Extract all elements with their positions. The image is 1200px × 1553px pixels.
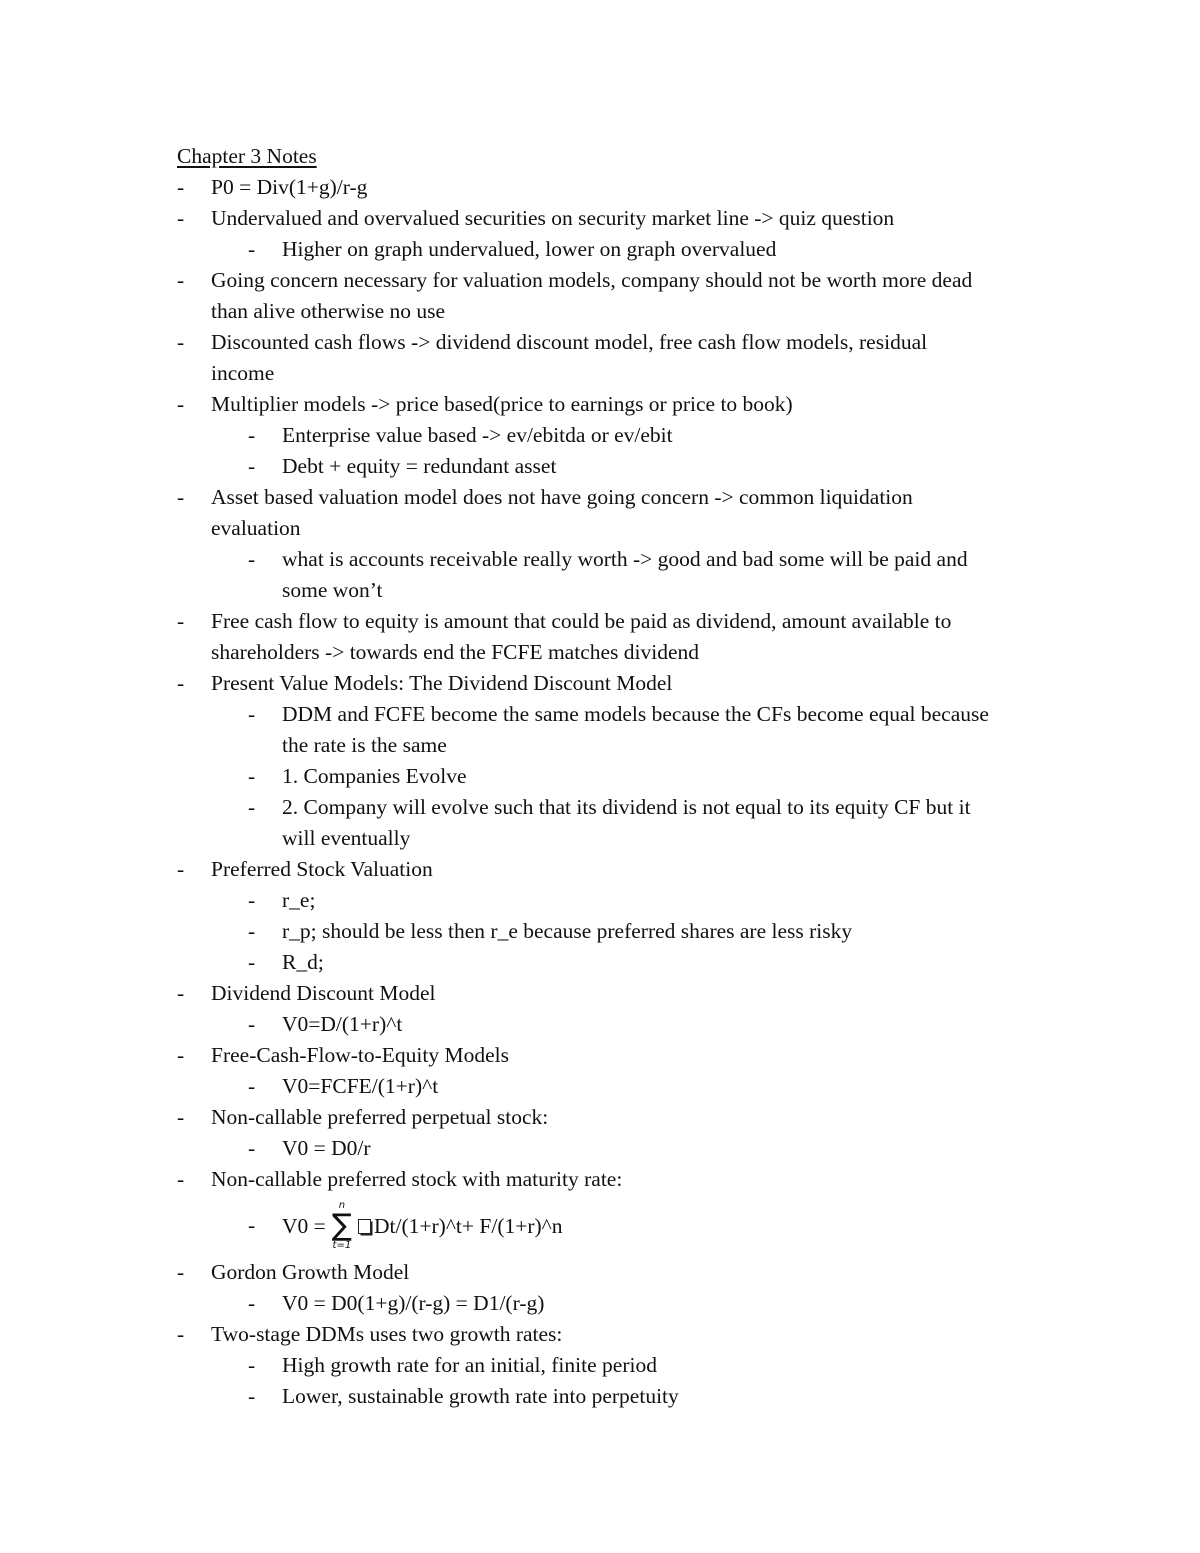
bullet-dash: - <box>177 981 185 1005</box>
summation-upper-limit: n <box>338 1200 346 1211</box>
list-item <box>177 203 1067 234</box>
bullet-dash: - <box>177 392 185 416</box>
item-text-line: V0=D/(1+r)^t <box>282 1012 403 1036</box>
bullet-dash: - <box>248 950 256 974</box>
bullet-dash: - <box>177 485 185 509</box>
item-text-line: High growth rate for an initial, finite period <box>282 1353 657 1377</box>
item-text-line: V0=FCFE/(1+r)^t <box>282 1074 439 1098</box>
summation-symbol <box>332 1201 352 1251</box>
bullet-dash: - <box>177 671 185 695</box>
bullet-dash: - <box>248 764 256 788</box>
item-text-line: Two-stage DDMs uses two growth rates: <box>211 1322 563 1346</box>
bullet-dash: - <box>177 268 185 292</box>
list-item <box>177 854 1067 885</box>
item-text-line: Enterprise value based -> ev/ebitda or ev/ebit <box>282 423 673 447</box>
item-text-line: R_d; <box>282 950 324 974</box>
bullet-dash: - <box>248 547 256 571</box>
item-text-line: income <box>211 361 275 385</box>
bullet-dash: - <box>248 237 256 261</box>
bullet-dash: - <box>248 795 256 819</box>
item-text-line: Non-callable preferred stock with maturity rate: <box>211 1167 623 1191</box>
list-item <box>177 668 1067 699</box>
sub-list-item <box>177 947 1067 978</box>
list-item <box>177 172 1067 203</box>
sub-list-item <box>177 420 1067 451</box>
item-text-line: some won’t <box>282 578 383 602</box>
item-text-line: 1. Companies Evolve <box>282 764 467 788</box>
bullet-dash: - <box>248 1136 256 1160</box>
item-text-line: than alive otherwise no use <box>211 299 446 323</box>
item-text-line: r_p; should be less then r_e because preferred shares are less risky <box>282 919 853 943</box>
summation-lower-limit: t=1 <box>332 1240 352 1251</box>
bullet-dash: - <box>177 175 185 199</box>
sub-list-item <box>177 234 1067 265</box>
list-item <box>177 327 1067 389</box>
item-text-line: Non-callable preferred perpetual stock: <box>211 1105 549 1129</box>
item-text-line: DDM and FCFE become the same models because the CFs become equal because <box>282 702 989 726</box>
list-item <box>177 265 1067 327</box>
item-text-line: Preferred Stock Valuation <box>211 857 433 881</box>
sub-list-item <box>177 451 1067 482</box>
bullet-dash: - <box>177 1260 185 1284</box>
bullet-dash: - <box>248 423 256 447</box>
list-item <box>177 606 1067 668</box>
sub-list-item <box>177 1133 1067 1164</box>
list-item <box>177 978 1067 1009</box>
sub-list-item <box>177 544 1067 606</box>
item-text-line: Discounted cash flows -> dividend discount model, free cash flow models, residual <box>211 330 928 354</box>
item-text-line: Gordon Growth Model <box>211 1260 410 1284</box>
bullet-dash: - <box>248 454 256 478</box>
item-text-line: P0 = Div(1+g)/r-g <box>211 175 368 199</box>
formula-lhs: V0 = <box>282 1213 326 1238</box>
formula-rhs: Dt/(1+r)^t+ F/(1+r)^n <box>374 1213 563 1238</box>
item-text-line: will eventually <box>282 826 411 850</box>
item-text-line: evaluation <box>211 516 301 540</box>
item-text-line: the rate is the same <box>282 733 447 757</box>
notes-content <box>177 141 1067 1412</box>
sub-list-item <box>177 1350 1067 1381</box>
item-text-line: Lower, sustainable growth rate into perpetuity <box>282 1384 679 1408</box>
sigma-glyph: ∑ <box>331 1208 352 1243</box>
bullet-dash: - <box>177 1105 185 1129</box>
sub-list-item <box>177 916 1067 947</box>
bullet-dash: - <box>248 702 256 726</box>
item-text-line: Present Value Models: The Dividend Discount Model <box>211 671 673 695</box>
bullet-dash: - <box>248 1012 256 1036</box>
item-text-line: Multiplier models -> price based(price to earnings or price to book) <box>211 392 793 416</box>
item-text-line: Undervalued and overvalued securities on security market line -> quiz question <box>211 206 895 230</box>
bullet-dash: - <box>177 857 185 881</box>
bullet-dash: - <box>177 206 185 230</box>
sub-list-item <box>177 1288 1067 1319</box>
sub-list-item <box>177 1009 1067 1040</box>
sub-list-item <box>177 885 1067 916</box>
list-item <box>177 389 1067 420</box>
bullet-dash: - <box>177 1167 185 1191</box>
sub-list-item <box>177 761 1067 792</box>
bullet-dash: - <box>248 1074 256 1098</box>
bullet-dash: - <box>177 1322 185 1346</box>
list-item <box>177 1257 1067 1288</box>
bullet-dash: - <box>248 1213 256 1237</box>
item-text-line: r_e; <box>282 888 316 912</box>
bullet-dash: - <box>177 1043 185 1067</box>
bullet-dash: - <box>248 888 256 912</box>
placeholder-box-icon <box>358 1219 371 1234</box>
item-text-line: Free-Cash-Flow-to-Equity Models <box>211 1043 509 1067</box>
list-item <box>177 1164 1067 1195</box>
list-item <box>177 482 1067 544</box>
item-text-line: what is accounts receivable really worth -> good and bad some will be paid and <box>282 547 968 571</box>
sub-list-item <box>177 1381 1067 1412</box>
sub-list-item <box>177 1071 1067 1102</box>
bullet-dash: - <box>177 609 185 633</box>
bullet-dash: - <box>177 330 185 354</box>
list-item <box>177 1102 1067 1133</box>
bullet-dash: - <box>248 919 256 943</box>
page-title: Chapter 3 Notes <box>177 144 317 168</box>
item-text-line: 2. Company will evolve such that its dividend is not equal to its equity CF but it <box>282 795 971 819</box>
bullet-list <box>177 172 1067 1412</box>
bullet-dash: - <box>248 1384 256 1408</box>
sub-list-item <box>177 792 1067 854</box>
item-text-line: Higher on graph undervalued, lower on graph overvalued <box>282 237 777 261</box>
item-text-line: Dividend Discount Model <box>211 981 436 1005</box>
sub-list-item <box>177 1195 1067 1257</box>
item-text-line: V0 = D0(1+g)/(r-g) = D1/(r-g) <box>282 1291 545 1315</box>
item-text-line: shareholders -> towards end the FCFE matches dividend <box>211 640 700 664</box>
list-item <box>177 1319 1067 1350</box>
item-text-line: Debt + equity = redundant asset <box>282 454 557 478</box>
item-text-line: V0 = D0/r <box>282 1136 371 1160</box>
bullet-dash: - <box>248 1291 256 1315</box>
item-text-line: Asset based valuation model does not have going concern -> common liquidation <box>211 485 913 509</box>
sub-list-item <box>177 699 1067 761</box>
item-text-line: Going concern necessary for valuation models, company should not be worth more dead <box>211 268 973 292</box>
item-text-line: Free cash flow to equity is amount that could be paid as dividend, amount available to <box>211 609 952 633</box>
bullet-dash: - <box>248 1353 256 1377</box>
list-item <box>177 1040 1067 1071</box>
